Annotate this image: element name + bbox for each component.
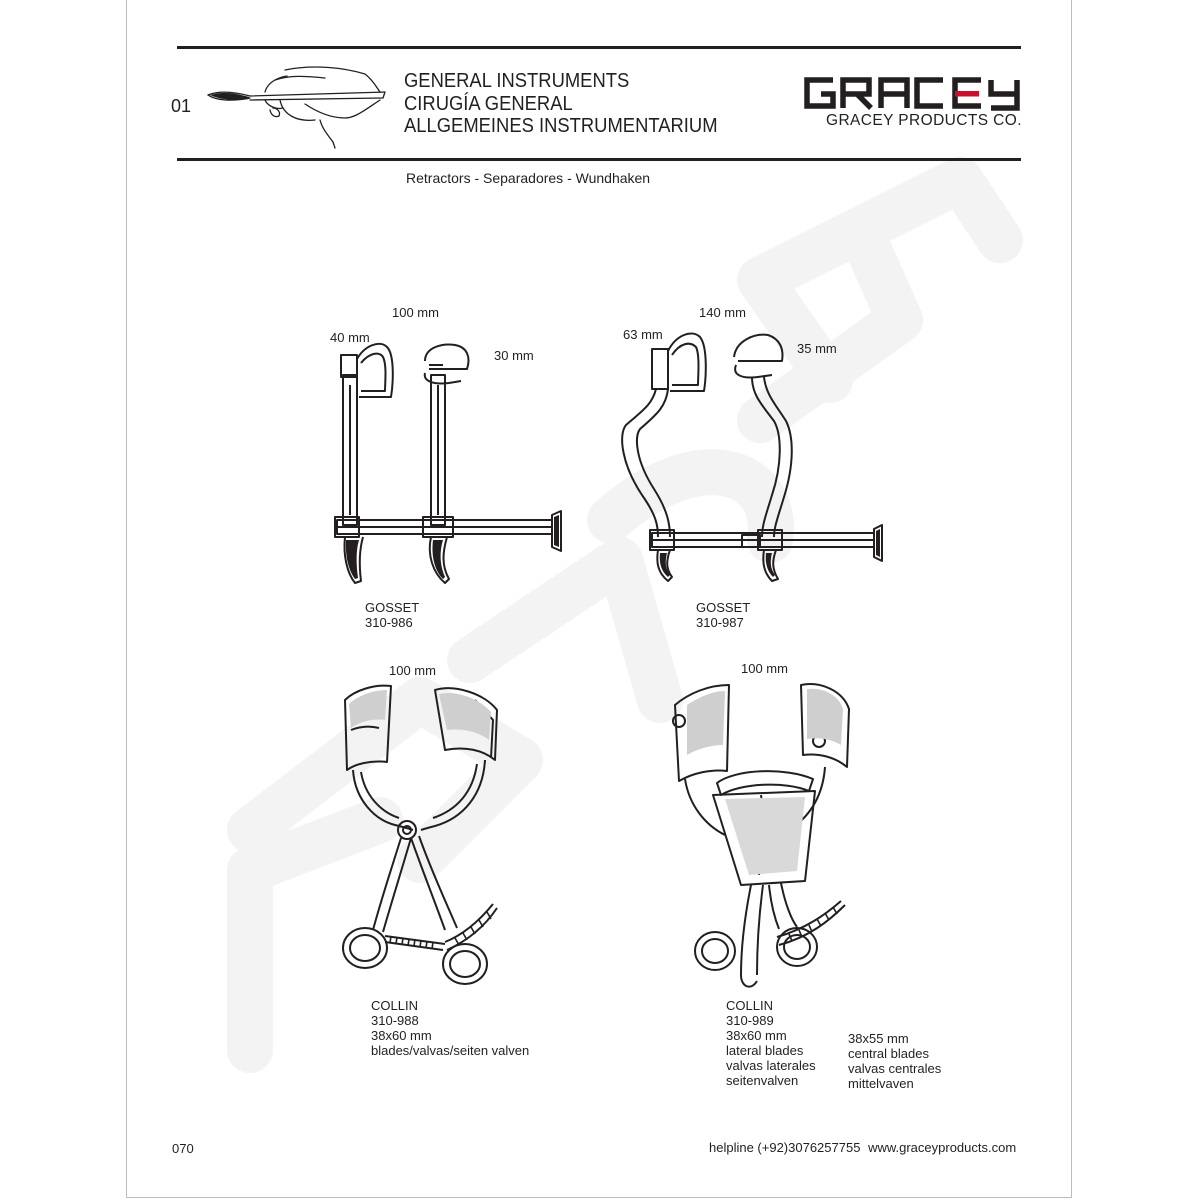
dimension-label: 35 mm	[797, 341, 837, 356]
product-size: 38x60 mm	[726, 1028, 787, 1043]
dimension-label: 100 mm	[741, 661, 788, 676]
helpline-text: helpline (+92)3076257755	[709, 1140, 861, 1155]
product-code: 310-989	[726, 1013, 774, 1028]
gracey-logo	[801, 74, 1023, 114]
page-number: 01	[171, 96, 192, 116]
product-code: 310-987	[696, 615, 744, 630]
product-description: lateral blades	[726, 1043, 804, 1058]
footer-contact	[709, 1140, 1020, 1155]
product-size: 38x60 mm	[371, 1028, 432, 1043]
product-name: GOSSET	[365, 600, 420, 615]
central-blade-description: valvas centrales	[848, 1061, 942, 1076]
product-name: COLLIN	[371, 998, 418, 1013]
header-bottom-rule	[177, 158, 1021, 161]
header-top-rule	[177, 46, 1021, 49]
product-code: 310-988	[371, 1013, 419, 1028]
product-description: valvas laterales	[726, 1058, 816, 1073]
product-description: seitenvalven	[726, 1073, 799, 1088]
central-blade-description: central blades	[848, 1046, 929, 1061]
title-es: CIRUGÍA GENERAL	[404, 92, 573, 115]
collin-three-blade-retractor-icon	[665, 675, 865, 995]
product-code: 310-986	[365, 615, 413, 630]
gosset-curved-retractor-icon	[612, 325, 897, 590]
central-blade-description: mittelvaven	[848, 1076, 914, 1091]
website-link[interactable]: www.graceyproducts.com	[868, 1140, 1017, 1155]
dimension-label: 100 mm	[389, 663, 436, 678]
catalog-title-block	[404, 70, 718, 138]
product-name: COLLIN	[726, 998, 773, 1013]
section-title: Retractors - Separadores - Wundhaken	[406, 170, 651, 186]
product-name: GOSSET	[696, 600, 751, 615]
central-blade-size: 38x55 mm	[848, 1031, 909, 1046]
footer-page-number: 070	[172, 1141, 194, 1156]
hand-with-scalpel-icon	[205, 60, 390, 150]
dimension-label: 140 mm	[699, 305, 746, 320]
gosset-retractor-icon	[325, 325, 575, 595]
dimension-label: 40 mm	[330, 330, 370, 345]
title-de: ALLGEMEINES INSTRUMENTARIUM	[404, 115, 718, 137]
dimension-label: 100 mm	[392, 305, 439, 320]
product-description: blades/valvas/seiten valven	[371, 1043, 530, 1058]
title-en: GENERAL INSTRUMENTS	[404, 70, 630, 92]
brand-subtitle: GRACEY PRODUCTS CO.	[826, 112, 1022, 129]
dimension-label: 63 mm	[623, 327, 663, 342]
dimension-label: 30 mm	[494, 348, 534, 363]
collin-retractor-icon	[335, 680, 505, 995]
